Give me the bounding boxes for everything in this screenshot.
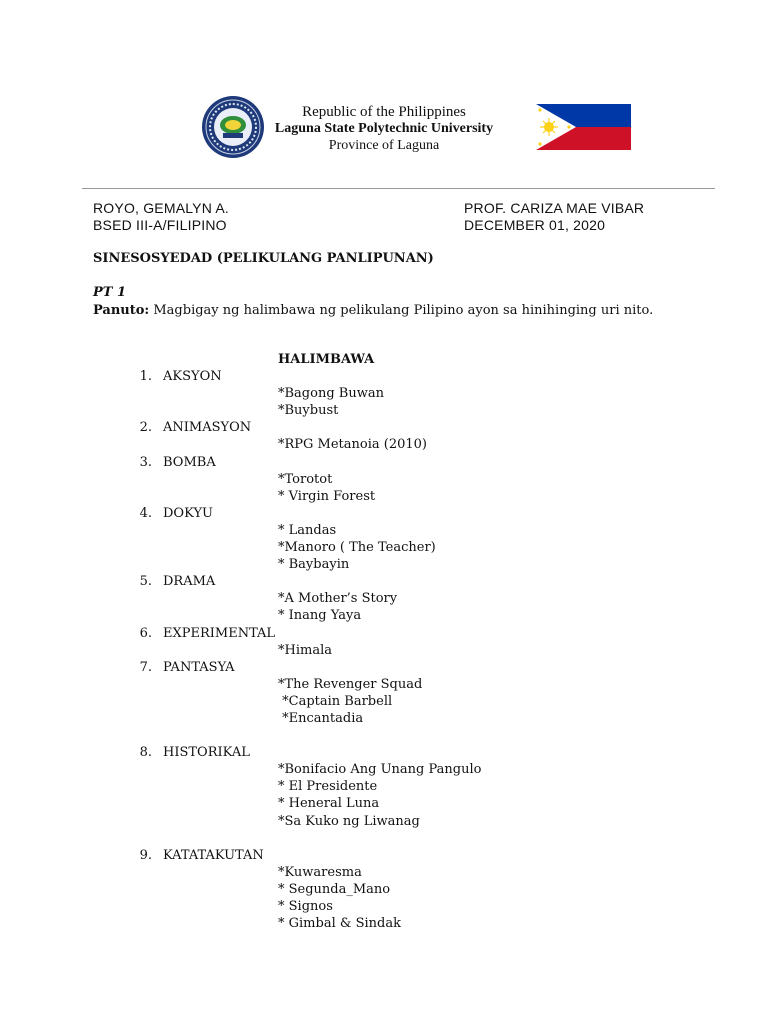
film-example: *Himala xyxy=(278,642,332,658)
instruction-text: Magbigay ng halimbawa ng pelikulang Pilipino ayon sa hinihinging uri nito. xyxy=(149,303,654,318)
film-example: * Segunda_Mano xyxy=(278,881,391,897)
genre-name: AKSYON xyxy=(163,369,222,384)
film-example: *The Revenger Squad xyxy=(278,676,423,692)
student-section: BSED III-A/FILIPINO xyxy=(93,217,227,233)
genre-name: BOMBA xyxy=(163,454,216,470)
genre-number: 8. xyxy=(139,745,152,761)
genre-number: 6. xyxy=(139,625,152,641)
document-title: SINESOSYEDAD (PELIKULANG PANLIPUNAN) xyxy=(93,251,434,266)
genre-name: DRAMA xyxy=(163,574,216,590)
film-example: *Kuwaresma xyxy=(278,864,362,880)
genre-number: 4. xyxy=(139,505,152,521)
film-example: * Virgin Forest xyxy=(278,488,376,504)
header-province: Province of Laguna xyxy=(328,138,440,153)
film-example: * Baybayin xyxy=(278,557,350,573)
genre-name: DOKYU xyxy=(163,505,213,521)
film-example: *RPG Metanoia (2010) xyxy=(278,437,427,453)
genre-number: 1. xyxy=(139,369,152,384)
instruction xyxy=(93,303,653,318)
film-example: * Signos xyxy=(278,898,333,914)
film-example: *Bonifacio Ang Unang Pangulo xyxy=(278,762,482,778)
student-name: ROYO, GEMALYN A. xyxy=(93,200,229,216)
genre-number: 7. xyxy=(139,659,152,675)
genre-name: HISTORIKAL xyxy=(163,745,250,761)
genre-number: 5. xyxy=(139,574,152,590)
genre-number: 9. xyxy=(139,847,152,863)
film-example: *Encantadia xyxy=(278,711,364,726)
film-example: * Gimbal & Sindak xyxy=(278,916,401,931)
film-example: *Captain Barbell xyxy=(278,693,393,709)
column-heading: HALIMBAWA xyxy=(278,352,375,367)
film-example: * Landas xyxy=(278,522,337,538)
film-example: *Bagong Buwan xyxy=(278,386,384,402)
submission-date: DECEMBER 01, 2020 xyxy=(464,217,606,233)
genre-name: ANIMASYON xyxy=(163,420,252,436)
genre-name: PANTASYA xyxy=(163,659,235,675)
header-university: Laguna State Polytechnic University xyxy=(274,121,494,136)
film-example: * Heneral Luna xyxy=(278,796,380,812)
genre-number: 2. xyxy=(139,420,152,436)
pt-label: PT 1 xyxy=(93,285,127,300)
film-example: * El Presidente xyxy=(278,779,378,795)
film-example: *A Mother’s Story xyxy=(278,591,398,607)
header-divider xyxy=(82,188,715,189)
genre-name: EXPERIMENTAL xyxy=(163,625,276,641)
philippine-flag-icon xyxy=(536,104,631,150)
instruction-label: Panuto: xyxy=(93,303,150,318)
genre-name: KATATAKUTAN xyxy=(163,847,264,863)
film-example: *Torotot xyxy=(278,471,333,487)
genre-number: 3. xyxy=(139,454,152,470)
film-example: *Sa Kuko ng Liwanag xyxy=(278,813,420,829)
film-example: *Manoro ( The Teacher) xyxy=(278,540,436,555)
header-republic: Republic of the Philippines xyxy=(302,104,466,120)
film-example: *Buybust xyxy=(278,403,339,419)
film-example: * Inang Yaya xyxy=(278,608,362,624)
professor-name: PROF. CARIZA MAE VIBAR xyxy=(464,200,645,216)
